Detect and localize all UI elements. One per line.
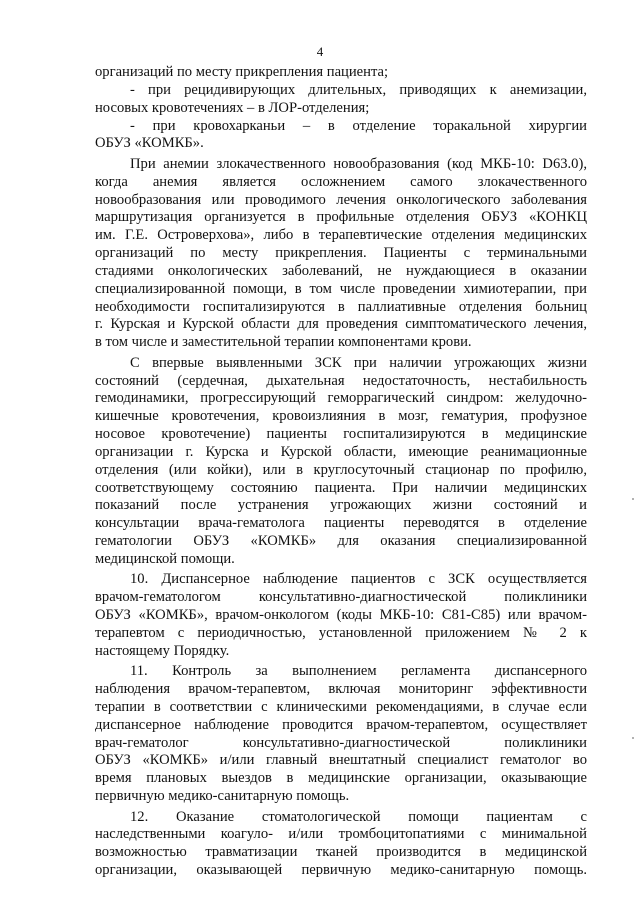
text-line: им. Г.Е. Островерхова», либо в терапевтические отделения медицинских — [95, 227, 587, 244]
text-line: гематологии ОБУЗ «КОМКБ» для оказания специализированной — [95, 533, 587, 550]
text-line: При анемии злокачественного новообразования (код МКБ-10: D63.0), — [130, 155, 587, 172]
text-line: стадиями онкологических заболеваний, не нуждающиеся в оказании — [95, 262, 587, 279]
text-line: необходимости госпитализируются в паллиативные отделения больниц — [95, 298, 587, 315]
text-line: носовое кровотечение) пациенты госпитализируются в медицинские — [95, 426, 587, 442]
text-line: медицинской помощи. — [95, 551, 235, 567]
text-line: организаций по месту прикрепления пациента; — [95, 64, 389, 80]
text-line: время плановых выездов в медицинские организации, оказывающие — [95, 770, 587, 787]
text-line: диспансерное наблюдение проводится врачом-терапевтом, осуществляет — [95, 716, 587, 733]
text-line: консультации врача-гематолога пациенты переводятся в отделение — [95, 515, 587, 532]
text-line: состояний (сердечная, дыхательная недостаточность, нестабильность — [95, 372, 587, 389]
text-line: отделения (или койки), или в круглосуточный стационар по профилю, — [95, 461, 587, 478]
text-line: организаций по месту прикрепления. Пациенты с терминальными — [95, 245, 587, 261]
text-line: первичную медико-санитарную помощь. — [95, 788, 350, 805]
text-line: 11. Контроль за выполнением регламента диспансерного — [130, 663, 587, 680]
text-line: возможностью травматизации тканей производится в медицинской — [95, 844, 587, 861]
text-line: наследственными коагуло- и/или тромбоцитопатиями с минимальной — [95, 826, 587, 843]
text-line: ОБУЗ «КОМКБ», врачом-онкологом (коды МКБ-10: C81-C85) или врачом- — [95, 607, 587, 623]
text-line: носовых кровотечениях – в ЛОР-отделения; — [95, 99, 370, 116]
text-line: терапии в соответствии с клиническими рекомендациями, в случае если — [95, 698, 587, 715]
text-line: 12. Оказание стоматологической помощи пациентам с — [130, 808, 587, 825]
text-line: наблюдения врачом-терапевтом, включая мониторинг эффективности — [95, 681, 587, 697]
text-line: настоящему Порядку. — [95, 642, 230, 659]
text-line: врачом-гематологом консультативно-диагностической поликлиники — [95, 589, 587, 606]
text-line: 10. Диспансерное наблюдение пациентов с ЗСК осуществляется — [130, 571, 587, 588]
text-line: организации, оказывающей первичную медико-санитарную помощь. — [95, 862, 587, 878]
text-line: маршрутизация организуется в профильные отделения ОБУЗ «КОНКЦ — [95, 209, 587, 226]
text-line: С впервые выявленными ЗСК при наличии угрожающих жизни — [130, 354, 587, 371]
text-line: гемодинамики, прогрессирующий геморрагический синдром: желудочно- — [95, 390, 587, 407]
text-line: организации г. Курска и Курской области, имеющие реанимационные — [95, 443, 587, 460]
text-line: новообразования или проводимого лечения онкологического заболевания — [95, 191, 587, 208]
text-line: соответствующему состоянию пациента. При наличии медицинских — [95, 479, 587, 496]
scan-speck — [632, 737, 634, 739]
text-line: ОБУЗ «КОМКБ». — [95, 135, 204, 152]
page-number: 4 — [316, 44, 324, 59]
text-line: - при рецидивирующих длительных, приводящих к анемизации, — [130, 81, 587, 98]
text-line: показаний после устранения угрожающих жизни состояний и — [95, 497, 587, 514]
text-line: специализированной помощи, в том числе проведении химиотерапии, при — [95, 280, 587, 297]
text-line: - при кровохарканьи – в отделение торакальной хирургии — [130, 117, 587, 134]
text-line: кишечные кровотечения, кровоизлияния в мозг, гематурия, профузное — [95, 408, 587, 425]
text-line: г. Курская и Курской области для проведения симптоматического лечения, — [95, 316, 587, 333]
text-line: терапевтом с периодичностью, установленной приложением № 2 к — [95, 624, 587, 641]
text-line: ОБУЗ «КОМКБ» и/или главный внештатный специалист гематолог во — [95, 752, 587, 769]
scan-speck — [632, 498, 634, 500]
text-line: в том числе и заместительной терапии компонентами крови. — [95, 334, 472, 351]
text-line: врач-гематолог консультативно-диагностической поликлиники — [95, 734, 587, 751]
text-line: когда анемия является осложнением самого злокачественного — [95, 173, 587, 190]
